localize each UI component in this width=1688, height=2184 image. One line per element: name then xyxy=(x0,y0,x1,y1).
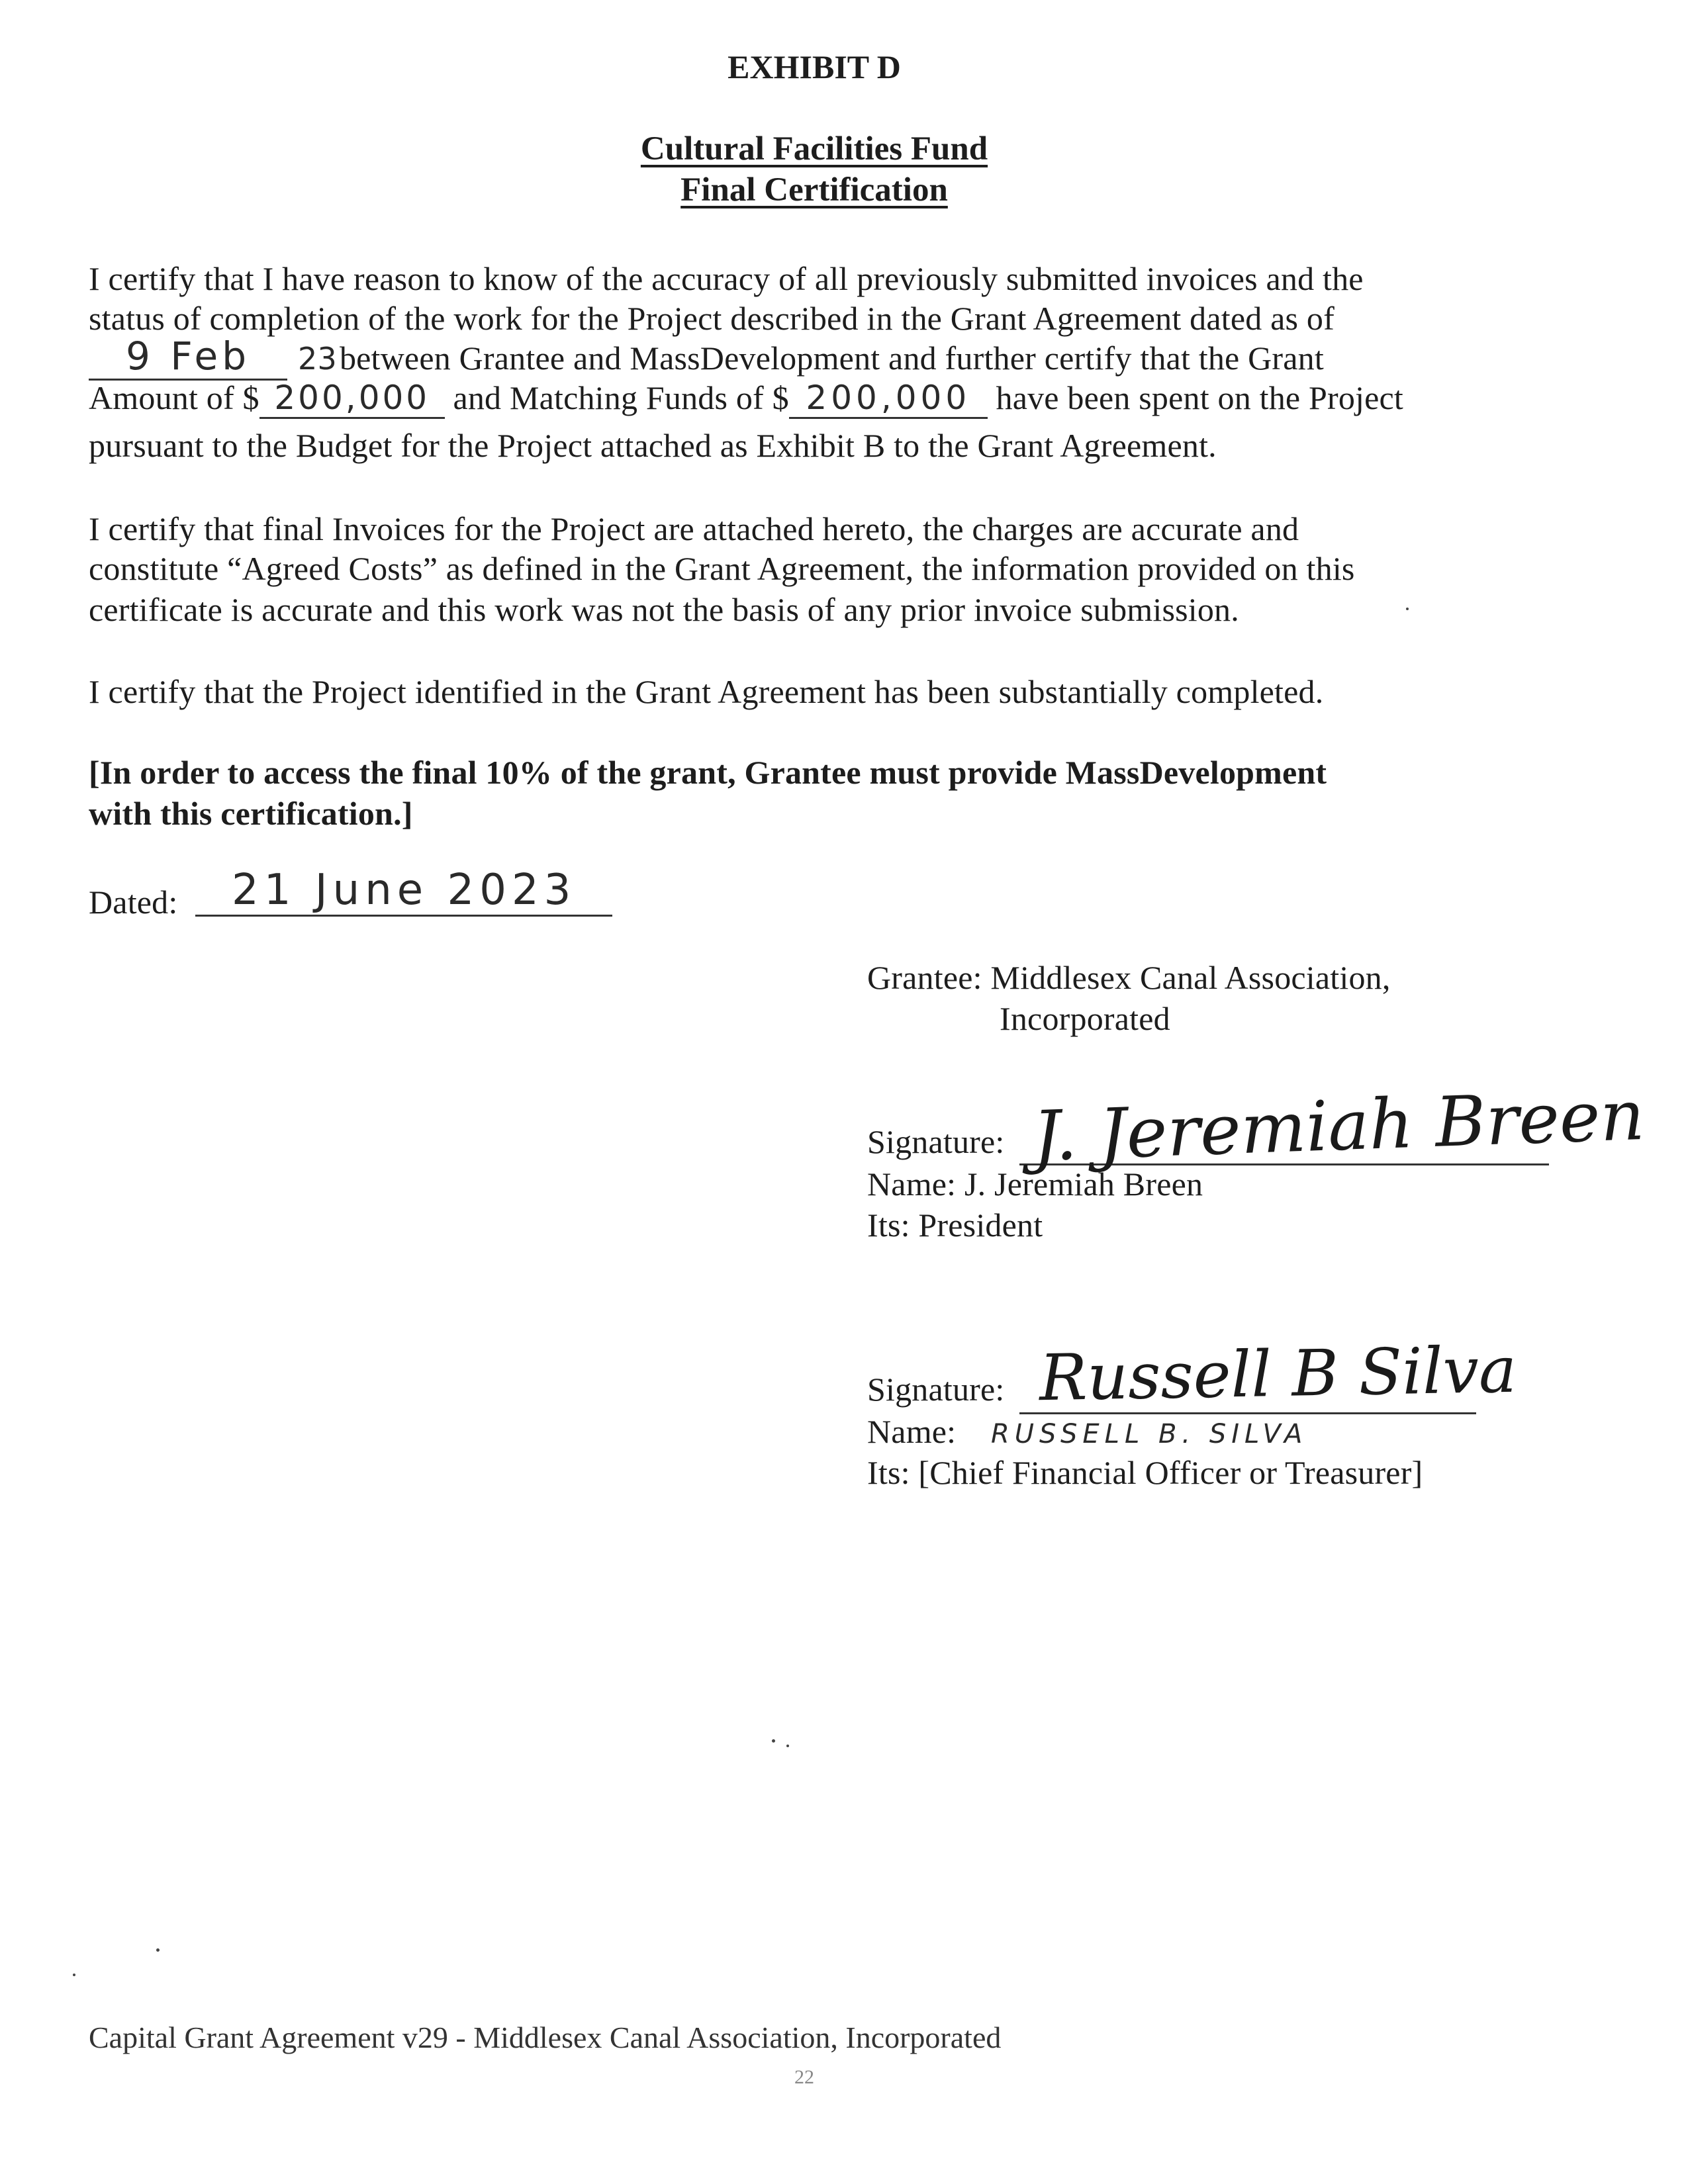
para3-line1: I certify that the Project identified in the Grant Agreement has been substantially completed. xyxy=(89,673,1324,710)
scan-speck xyxy=(73,1974,75,1976)
para1-line3-text: between Grantee and MassDevelopment and further certify that the Grant xyxy=(339,340,1324,377)
document-title: Cultural Facilities Fund xyxy=(640,130,988,167)
para1-line2: status of completion of the work for the Project described in the Grant Agreement dated as of xyxy=(89,300,1335,337)
scan-speck xyxy=(156,1948,160,1952)
para1-line5: pursuant to the Budget for the Project attached as Exhibit B to the Grant Agreement. xyxy=(89,427,1217,464)
agreement-date-field: 9 Feb xyxy=(89,334,287,381)
para1-line4 xyxy=(89,379,1403,419)
its1-value: President xyxy=(918,1206,1043,1244)
signature1-label: Signature: xyxy=(867,1123,1005,1160)
scan-speck xyxy=(786,1745,789,1747)
scan-speck xyxy=(1406,608,1409,610)
scan-speck xyxy=(772,1739,775,1743)
dated-field: 21 June 2023 xyxy=(195,866,612,917)
note-line2: with this certification.] xyxy=(89,795,413,832)
its2-row xyxy=(867,1453,1423,1492)
name1-value: J. Jeremiah Breen xyxy=(964,1165,1203,1203)
signature2-label: Signature: xyxy=(867,1371,1005,1408)
exhibit-heading: EXHIBIT D xyxy=(727,48,901,85)
its2-value: [Chief Financial Officer or Treasurer] xyxy=(918,1454,1423,1491)
name2-value: RUSSELL B. SILVA xyxy=(990,1419,1308,1449)
dated-label: Dated: xyxy=(89,884,178,921)
dated-row xyxy=(89,866,612,926)
para1-line4-end: have been spent on the Project xyxy=(987,379,1404,416)
name1-label: Name: xyxy=(867,1165,957,1203)
para2-line1: I certify that final Invoices for the Project are attached hereto, the charges are accurate and xyxy=(89,510,1299,547)
note-line1: [In order to access the final 10% of the grant, Grantee must provide MassDevelopment xyxy=(89,754,1327,791)
grantee-label: Grantee: Middlesex Canal Association, xyxy=(867,959,1391,996)
document-subtitle: Final Certification xyxy=(680,171,948,208)
grant-amount-field: 200,000 xyxy=(259,379,445,419)
grant-amount-label: Amount of $ xyxy=(89,379,259,416)
its2-label: Its: xyxy=(867,1454,910,1491)
name2-row xyxy=(867,1412,1307,1451)
agreement-year-field: 23 xyxy=(298,341,337,377)
matching-funds-label: and Matching Funds of $ xyxy=(444,379,789,416)
signature2-handwritten: Russell B Silva xyxy=(1039,1332,1518,1416)
grantee-name-line2: Incorporated xyxy=(1000,1000,1170,1037)
para2-line3: certificate is accurate and this work was not the basis of any prior invoice submission. xyxy=(89,591,1239,628)
footer-text: Capital Grant Agreement v29 - Middlesex Canal Association, Incorporated xyxy=(89,2021,1002,2054)
para1-line1: I certify that I have reason to know of the accuracy of all previously submitted invoices and the xyxy=(89,260,1364,297)
name2-label: Name: xyxy=(867,1413,957,1450)
name1-row xyxy=(867,1165,1203,1203)
its1-row xyxy=(867,1206,1043,1244)
matching-amount-field: 200,000 xyxy=(789,379,988,419)
signature1-handwritten: J. Jeremiah Breen xyxy=(1031,1074,1646,1177)
para1-line3 xyxy=(89,334,1324,381)
para2-line2: constitute “Agreed Costs” as defined in the Grant Agreement, the information provided on this xyxy=(89,550,1355,587)
page-number: 22 xyxy=(794,2066,814,2088)
its1-label: Its: xyxy=(867,1206,910,1244)
